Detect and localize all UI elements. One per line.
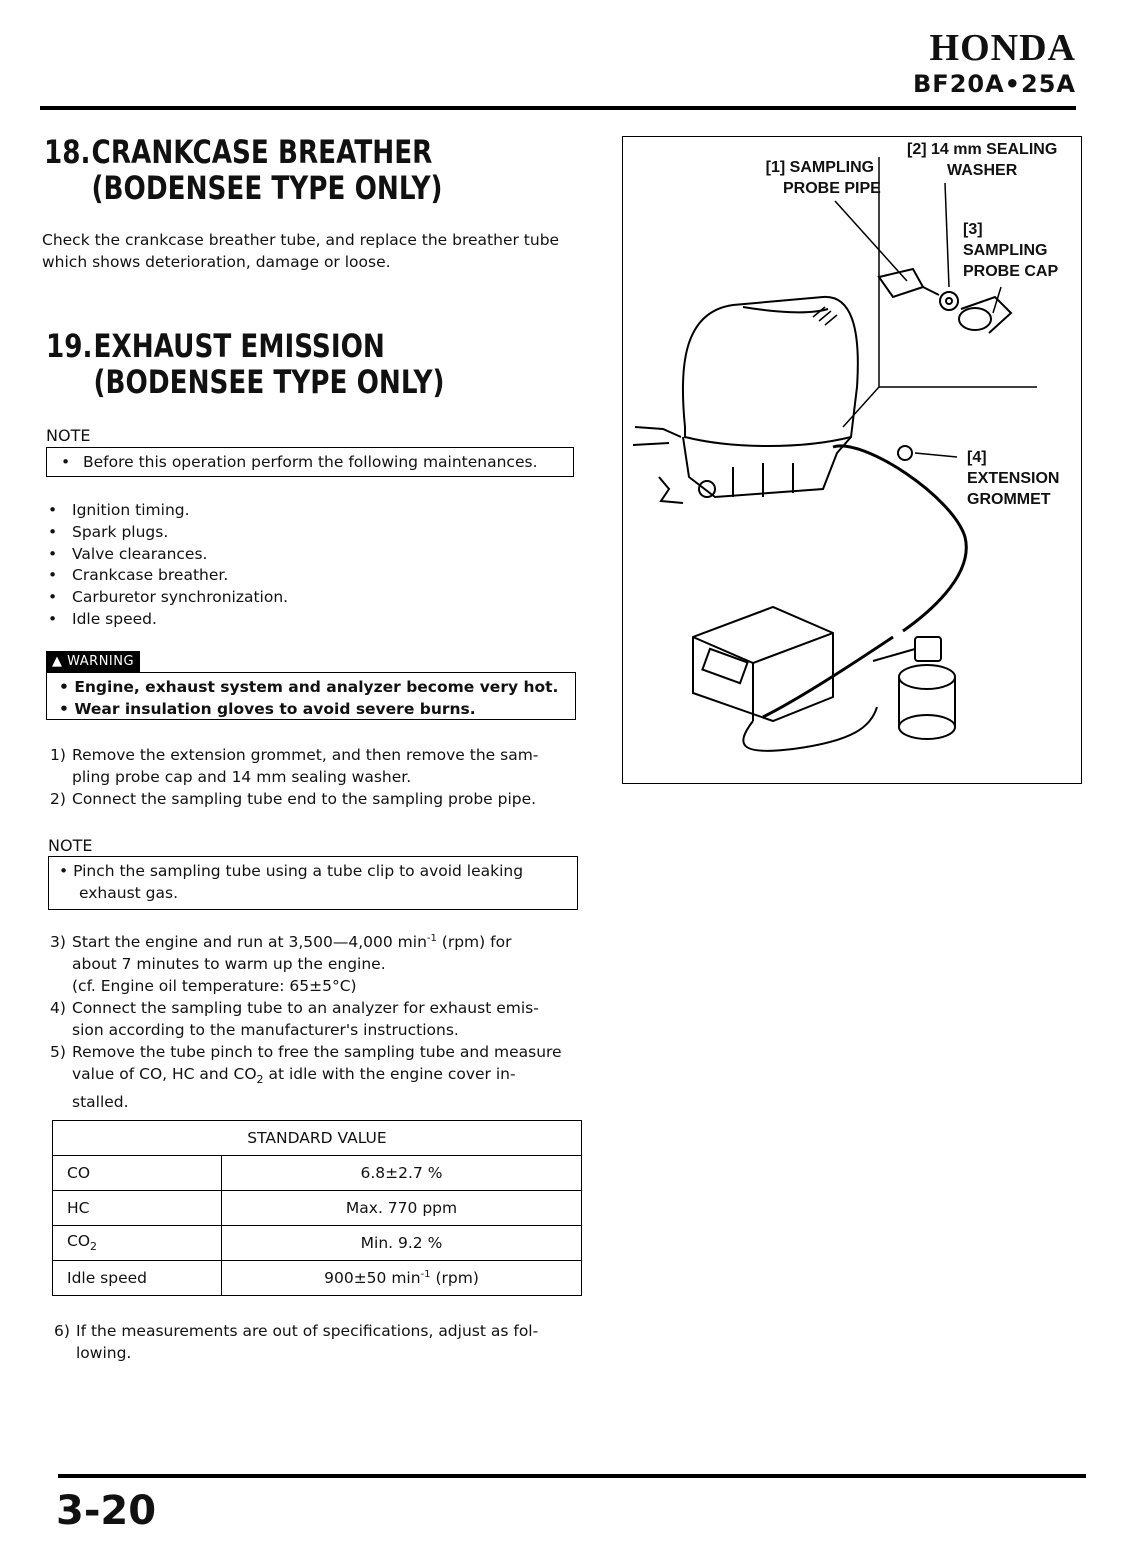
step-text: lowing. [76, 1344, 132, 1362]
step-6 [54, 1320, 538, 1364]
list-item: • Carburetor synchronization. [48, 587, 288, 609]
section-19-number: 19. [46, 327, 93, 365]
list-item: • Ignition timing. [48, 500, 288, 522]
note-box: • Before this operation perform the following maintenances. [46, 447, 574, 477]
list-item: • Spark plugs. [48, 522, 288, 544]
cell-text: 900±50 min [324, 1269, 421, 1288]
table-row [53, 1156, 582, 1191]
label-text: SAMPLING [963, 242, 1048, 259]
step-text: If the measurements are out of specifications, adjust as fol- [76, 1322, 539, 1340]
superscript: -1 [420, 1268, 431, 1280]
table-cell-value: Min. 9.2 % [222, 1226, 582, 1261]
table-cell-label: CO [53, 1156, 222, 1191]
exhaust-sampling-diagram [622, 136, 1082, 784]
body-line: which shows deterioration, damage or loose. [42, 253, 391, 271]
page-number: 3-20 [56, 1488, 157, 1534]
section-18-heading [44, 134, 442, 206]
step-number: 1) [50, 746, 66, 764]
cell-text: (rpm) [430, 1269, 479, 1288]
step-text: stalled. [72, 1093, 129, 1112]
note-box [48, 856, 578, 910]
table-cell-value: Max. 770 ppm [222, 1191, 582, 1226]
list-item: • Valve clearances. [48, 544, 288, 566]
table-row [53, 1191, 582, 1226]
table-row [53, 1226, 582, 1261]
warning-item: Engine, exhaust system and analyzer become very hot. [74, 678, 559, 696]
step-number: 4) [50, 999, 66, 1018]
model-name: BF20A•25A [913, 70, 1076, 98]
section-18-body [42, 229, 559, 273]
section-18-title-1: CRANKCASE BREATHER [91, 133, 433, 171]
label-sampling-probe-pipe [759, 157, 881, 199]
table-row [53, 1261, 582, 1296]
section-19-title-1: EXHAUST EMISSION [93, 327, 385, 365]
footer-divider [58, 1474, 1086, 1478]
table-cell-label: Idle speed [53, 1261, 222, 1296]
note-text: Before this operation perform the following maintenances. [83, 453, 538, 471]
label-text: [4] [967, 449, 987, 466]
table-cell-label: HC [53, 1191, 222, 1226]
step-number: 2) [50, 790, 66, 808]
step-number: 6) [54, 1322, 70, 1340]
label-text: GROMMET [967, 491, 1051, 508]
label-text: [1] SAMPLING [765, 159, 875, 176]
label-extension-grommet [967, 447, 1059, 510]
section-18-number: 18. [44, 133, 91, 171]
step-text: at idle with the engine cover in- [263, 1065, 516, 1084]
table-header: STANDARD VALUE [53, 1121, 582, 1156]
warning-box: • Engine, exhaust system and analyzer become very hot. • Wear insulation gloves to avoid severe burns. [46, 672, 576, 720]
section-19-heading [46, 328, 444, 400]
subscript: 2 [256, 1073, 264, 1087]
brand-logo: HONDA [929, 27, 1076, 69]
table-cell-label [53, 1226, 222, 1261]
subscript: 2 [90, 1240, 98, 1254]
step-text: Start the engine and run at 3,500—4,000 min [72, 933, 427, 952]
label-text: WASHER [947, 162, 1018, 179]
header-divider [40, 106, 1076, 110]
table-cell-value [222, 1261, 582, 1296]
step-text: sion according to the manufacturer's instructions. [72, 1021, 459, 1040]
warning-badge [46, 651, 140, 672]
table-cell-value: 6.8±2.7 % [222, 1156, 582, 1191]
step-number: 5) [50, 1043, 66, 1062]
step-text: about 7 minutes to warm up the engine. [72, 955, 386, 974]
body-line: Check the crankcase breather tube, and replace the breather tube [42, 231, 560, 249]
note-text: • Pinch the sampling tube using a tube clip to avoid leaking [59, 862, 524, 880]
label-text: EXTENSION [967, 470, 1060, 487]
label-sampling-probe-cap [963, 219, 1058, 282]
label-text: [2] 14 mm SEALING [907, 141, 1058, 158]
maintenance-list [48, 500, 288, 631]
note-label: NOTE [46, 426, 91, 445]
superscript: -1 [426, 933, 437, 944]
steps-3-5 [50, 928, 562, 1113]
warning-label: WARNING [67, 654, 135, 669]
step-text: Remove the tube pinch to free the sampling tube and measure [72, 1043, 562, 1062]
warning-item: Wear insulation gloves to avoid severe burns. [74, 700, 476, 718]
note-label: NOTE [48, 836, 93, 855]
step-text: (cf. Engine oil temperature: 65±5°C) [72, 977, 357, 996]
step-text: value of CO, HC and CO [72, 1065, 257, 1084]
list-item: • Crankcase breather. [48, 565, 288, 587]
step-text: Connect the sampling tube end to the sampling probe pipe. [72, 790, 537, 808]
list-item: • Idle speed. [48, 609, 288, 631]
label-text: PROBE CAP [963, 263, 1059, 280]
note-text: exhaust gas. [79, 884, 179, 902]
label-text: [3] [963, 221, 983, 238]
steps-1-2 [50, 744, 538, 810]
step-text: (rpm) for [436, 933, 512, 952]
step-text: pling probe cap and 14 mm sealing washer. [72, 768, 412, 786]
standard-value-table [52, 1120, 582, 1296]
section-19-title-2: (BODENSEE TYPE ONLY) [93, 363, 445, 401]
step-text: Connect the sampling tube to an analyzer for exhaust emis- [72, 999, 539, 1018]
warning-icon: ▲ [52, 654, 63, 669]
label-text: PROBE PIPE [783, 180, 881, 197]
cell-text: CO [67, 1232, 91, 1251]
step-text: Remove the extension grommet, and then remove the sam- [72, 746, 539, 764]
step-number: 3) [50, 933, 66, 952]
label-sealing-washer [907, 139, 1057, 181]
section-18-title-2: (BODENSEE TYPE ONLY) [91, 169, 443, 207]
